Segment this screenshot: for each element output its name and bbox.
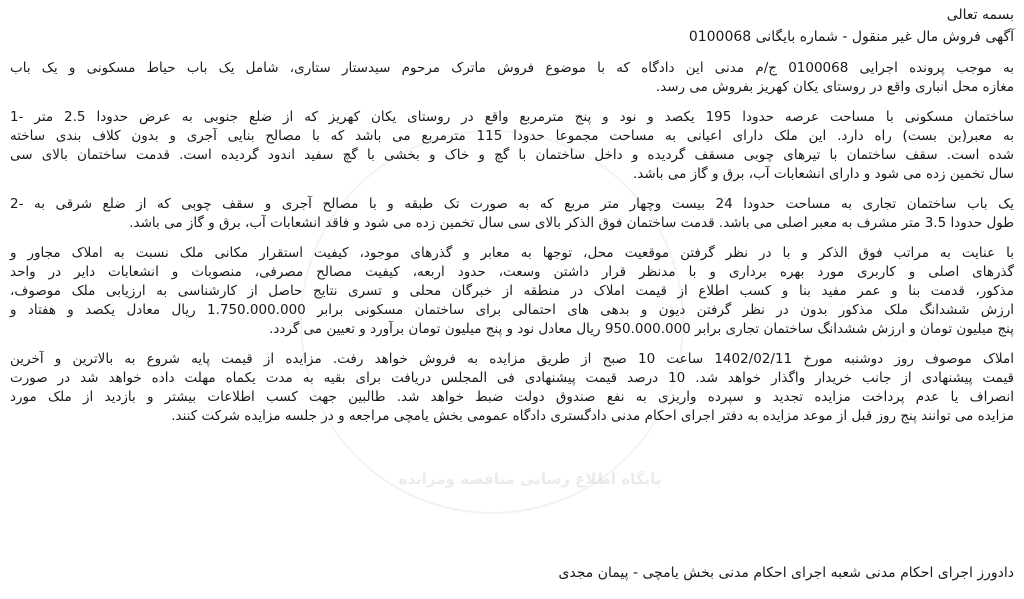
basmala: بسمه تعالی bbox=[946, 7, 1014, 23]
document-body bbox=[10, 59, 1014, 426]
paragraph-line: به موجب پرونده اجرایی 0100068 ج/م مدنی این دادگاه که با موضوع فروش ماترک مرحوم سیدستار ستاری، شامل یک باب حیاط مسکونی و یک باب bbox=[10, 60, 1014, 76]
paragraph-line: با عنایت به مراتب فوق الذکر و با در نظر گرفتن موقعیت محل، توجها به معابر و گذرهای موجود، کیفیت استقرار مکانی ملک نسبت به املاک مجاور و bbox=[10, 245, 1014, 261]
paragraph-line: انصراف یا عدم پرداخت مزایده تجدید و سپرده واریزی به نفع صندوق دولت ضبط خواهد شد. طالبین جهت کسب اطلاعات بیشتر و بازدید از ملک مورد bbox=[10, 389, 1014, 405]
paragraph-line: یک باب ساختمان تجاری به مساحت حدودا 24 بیست وچهار متر مربع که به صورت تک طبقه و با مصالح آجری و سقف چوبی که از ضلع شرقی به -2 bbox=[10, 196, 1014, 212]
paragraph-line: شده است. سقف ساختمان با تیرهای چوبی مسقف گردیده و داخل ساختمان با گچ و خاک و بخشی با گچ سفید اندود گردیده است. قدمت ساختمان بالای سی bbox=[10, 147, 1014, 163]
paragraph-line: قیمت پیشنهادی از جانب خریدار واگذار خواهد شد. 10 درصد قیمت پیشنهادی فی المجلس دریافت برای بقیه به مدت یکماه مهلت داده خواهد شد در صورت bbox=[10, 370, 1014, 386]
paragraph-line: گذرهای اصلی و کاربری مورد بهره برداری و با مدنظر قرار داشتن وسعت، حدود اربعه، کیفیت مصالح مصرفی، منصوبات و انشعابات دایر در واحد bbox=[10, 264, 1014, 280]
paragraph-line: سال تخمین زده می شود و دارای انشعابات آب، برق و گاز می باشد. bbox=[632, 166, 1014, 182]
paragraph-line: مزایده می توانند پنج روز قبل از موعد مزایده به دفتر اجرای احکام مدنی دادگستری دادگاه عمومی بخش یامچی مراجعه و در جلسه مزایده شرکت کنند. bbox=[171, 408, 1014, 424]
paragraph bbox=[10, 350, 1014, 426]
watermark-text: پایگاه اطلاع رسانی مناقصه ومزایده bbox=[398, 470, 662, 488]
signature-line: دادورز اجرای احکام مدنی شعبه اجرای احکام مدنی بخش یامچی - پیمان مجدی bbox=[558, 565, 1014, 581]
paragraph bbox=[10, 108, 1014, 184]
paragraph-line: مغازه محل انباری واقع در روستای یکان کهریز بفروش می رسد. bbox=[655, 79, 1014, 95]
paragraph bbox=[10, 59, 1014, 97]
paragraph-line: ساختمان مسکونی با مساحت عرصه حدودا 195 یکصد و نود و پنج مترمربع واقع در روستای یکان کهریز که از ضلع جنوبی به عرض حدودا 2.5 متر -1 bbox=[10, 109, 1014, 125]
paragraph-line: مذکور، قدمت بنا و عمر مفید بنا و کسب اطلاع از قیمت املاک در منطقه از خبرگان محلی و تسری نتایج حاصل از کارشناسی به ارزیابی ملک موصوف، bbox=[10, 283, 1014, 299]
paragraph bbox=[10, 195, 1014, 233]
paragraph bbox=[10, 244, 1014, 339]
paragraph-line: به معبر(بن بست) راه دارد. این ملک دارای اعیانی به مساحت مجموعا حدودا 115 مترمربع می باشد که با مصالح بنایی آجری و بدون کلاف بندی ساخته bbox=[10, 128, 1014, 144]
paragraph-line: املاک موصوف روز دوشنبه مورخ 1402/02/11 ساعت 10 صبح از طریق مزایده به فروش خواهد رفت. مزایده از قیمت پایه شروع به بالاترین و آخرین bbox=[10, 351, 1014, 367]
paragraph-line: ارزش ششدانگ ملک مذکور بدون در نظر گرفتن دیون و بدهی های احتمالی برای ساختمان مسکونی برابر 1.750.000.000 ریال معادل یکصد و هفتاد و bbox=[10, 302, 1014, 318]
paragraph-line: طول حدودا 3.5 متر مشرف به معبر اصلی می باشد. قدمت ساختمان فوق الذکر بالای سی سال تخمین زده می شود و فاقد انشعابات آب، برق و گاز می باشد. bbox=[129, 215, 1014, 231]
document-title: آگهی فروش مال غیر منقول - شماره بایگانی 0100068 bbox=[688, 29, 1014, 45]
document-header bbox=[10, 4, 1014, 48]
paragraph-line: پنج میلیون تومان و ارزش ششدانگ ساختمان تجاری برابر 950.000.000 ریال معادل نود و پنج میلیون تومان برآورد و تعیین می گردد. bbox=[269, 321, 1014, 337]
